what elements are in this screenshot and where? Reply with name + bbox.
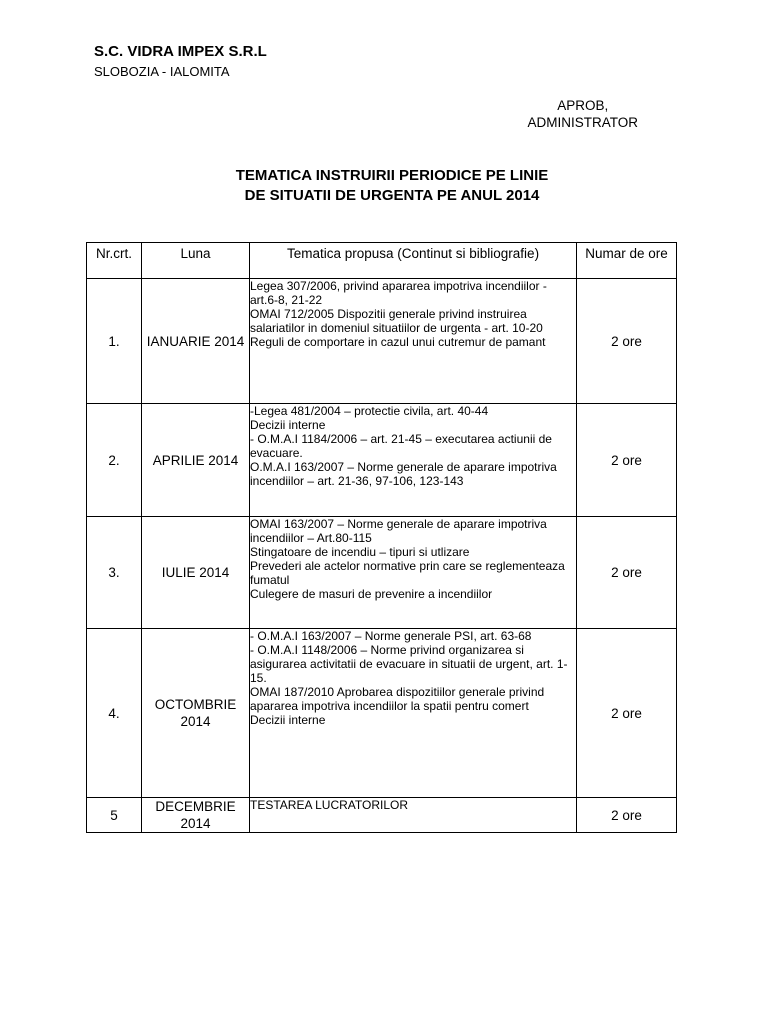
row-ore: 2 ore: [577, 629, 677, 798]
header-nr: Nr.crt.: [87, 243, 142, 279]
row-ore: 2 ore: [577, 517, 677, 629]
row-ore: 2 ore: [577, 798, 677, 833]
row-luna: IANUARIE 2014: [142, 279, 250, 404]
table-row: [87, 517, 677, 629]
tematica-line: - O.M.A.I 1148/2006 – Norme privind organizarea si asigurarea activitatii de evacuare in situatii de urgent, art. 1-15.: [250, 643, 568, 685]
row-tematica: [250, 798, 577, 833]
header-luna: Luna: [142, 243, 250, 279]
row-luna: OCTOMBRIE 2014: [142, 629, 250, 798]
header-tematica: Tematica propusa (Continut si bibliografie): [250, 243, 577, 279]
company-city: SLOBOZIA - IALOMITA: [94, 64, 230, 79]
row-luna: IULIE 2014: [142, 517, 250, 629]
tematica-line: - O.M.A.I 163/2007 – Norme generale PSI, art. 63-68: [250, 629, 532, 643]
tematica-line: O.M.A.I 163/2007 – Norme generale de aparare impotriva incendiilor – art. 21-36, 97-106, 123-143: [250, 460, 557, 488]
row-nr: 5: [87, 798, 142, 833]
tematica-line: OMAI 187/2010 Aprobarea dispozitiilor generale privind apararea impotriva incendiilor la spatii pentru comert: [250, 685, 545, 713]
tematica-line: -Legea 481/2004 – protectie civila, art. 40-44: [250, 404, 489, 418]
tematica-line: Reguli de comportare in cazul unui cutremur de pamant: [250, 335, 546, 349]
row-tematica: [250, 404, 577, 517]
row-tematica: [250, 629, 577, 798]
row-nr: 4.: [87, 629, 142, 798]
row-tematica: [250, 279, 577, 404]
table-row: [87, 279, 677, 404]
tematica-line: - O.M.A.I 1184/2006 – art. 21-45 – executarea actiunii de evacuare.: [250, 432, 552, 460]
tematica-line: Decizii interne: [250, 713, 326, 727]
tematica-line: Culegere de masuri de prevenire a incendiilor: [250, 587, 493, 601]
tematica-line: Decizii interne: [250, 418, 326, 432]
tematica-line: Legea 307/2006, privind apararea impotriva incendiilor - art.6-8, 21-22: [250, 279, 547, 307]
title-line-2: DE SITUATII DE URGENTA PE ANUL 2014: [244, 187, 540, 204]
row-nr: 2.: [87, 404, 142, 517]
table-row: [87, 404, 677, 517]
approval-block: [527, 97, 638, 131]
document-title: [0, 166, 768, 206]
row-ore: 2 ore: [577, 279, 677, 404]
tematica-line: Prevederi ale actelor normative prin care se reglementeaza fumatul: [250, 559, 565, 587]
company-name: S.C. VIDRA IMPEX S.R.L: [94, 43, 267, 60]
title-line-1: TEMATICA INSTRUIRII PERIODICE PE LINIE: [235, 167, 549, 184]
table-row: [87, 629, 677, 798]
approval-label: APROB,: [557, 98, 609, 113]
row-ore: 2 ore: [577, 404, 677, 517]
table-row: [87, 798, 677, 833]
row-nr: 1.: [87, 279, 142, 404]
tematica-line: OMAI 712/2005 Dispozitii generale privind instruirea salariatilor in domeniul situatiilor de urgenta - art. 10-20: [250, 307, 543, 335]
tematica-line: Stingatoare de incendiu – tipuri si utlizare: [250, 545, 470, 559]
table-header-row: [87, 243, 677, 279]
training-schedule-table: [86, 242, 677, 833]
tematica-line: TESTAREA LUCRATORILOR: [250, 798, 409, 812]
tematica-line: OMAI 163/2007 – Norme generale de aparare impotriva incendiilor – Art.80-115: [250, 517, 547, 545]
row-tematica: [250, 517, 577, 629]
row-luna: DECEMBRIE 2014: [142, 798, 250, 833]
approval-role: ADMINISTRATOR: [527, 115, 638, 130]
header-ore: Numar de ore: [577, 243, 677, 279]
row-nr: 3.: [87, 517, 142, 629]
row-luna: APRILIE 2014: [142, 404, 250, 517]
